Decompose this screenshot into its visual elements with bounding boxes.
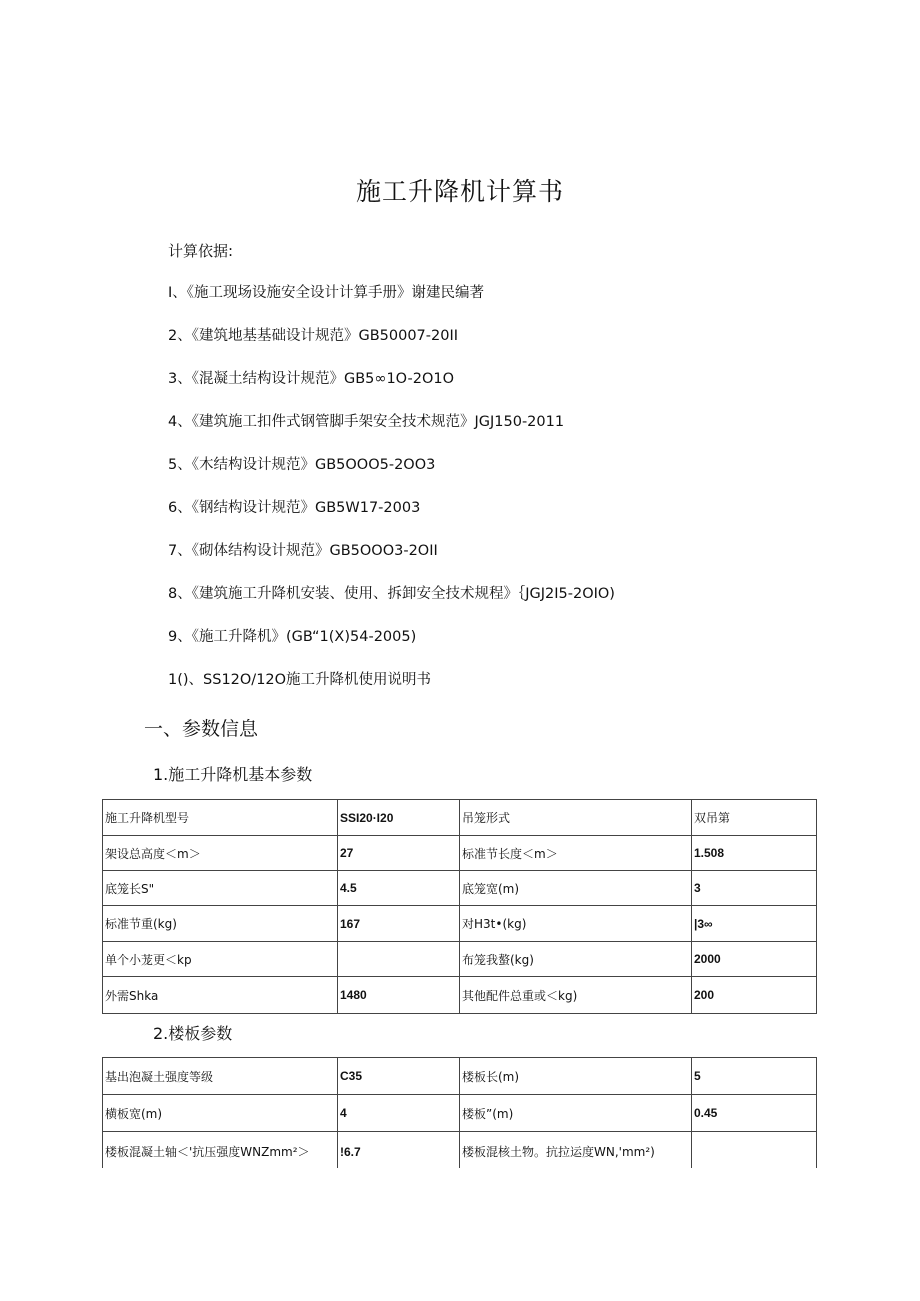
reference-item: 6、《钢结构设计规范》GB5W17-2003 (168, 500, 421, 516)
param-label: 底笼长S" (103, 871, 338, 906)
reference-list (168, 282, 615, 712)
reference-item: I、《施工现场设施安全设计计算手册》谢建民编著 (168, 285, 485, 301)
param-label: 施工升降机型号 (103, 800, 338, 836)
table-row (103, 1058, 817, 1095)
reference-item: 5、《木结构设计规范》GB5OOO5-2OO3 (168, 457, 436, 473)
param-label: 楼板”(m) (460, 1095, 692, 1132)
param-value: 200 (692, 977, 817, 1014)
table-row (103, 1132, 817, 1172)
param-label: 楼板混凝土轴＜'抗压强度WNZmm²＞ (103, 1132, 338, 1172)
subsection-title-floor-params: 2.楼板参数 (153, 1024, 233, 1043)
table-row (103, 942, 817, 977)
param-value: 5 (692, 1058, 817, 1095)
param-label: 标准节长度＜m＞ (460, 836, 692, 871)
basis-heading: 计算依据: (168, 242, 234, 260)
basic-params-table (102, 799, 817, 1014)
reference-item: 3、《混凝土结构设计规范》GB5∞1O-2O1O (168, 371, 455, 387)
table-row (103, 906, 817, 942)
param-value: 0.45 (692, 1095, 817, 1132)
param-value (692, 1132, 817, 1172)
param-value: C35 (338, 1058, 460, 1095)
table-row (103, 871, 817, 906)
param-label: 楼板长(m) (460, 1058, 692, 1095)
page-title: 施工升降机计算书 (355, 177, 564, 206)
param-label: 对H3t•(kg) (460, 906, 692, 942)
page-bottom-margin (0, 1168, 920, 1301)
reference-item: 9、《施工升降机》(GB“1(X)54-2005) (168, 629, 417, 645)
reference-item: 7、《砌体结构设计规范》GB5OOO3-2OII (168, 543, 438, 559)
param-label: 架设总高度＜m＞ (103, 836, 338, 871)
table-row (103, 1095, 817, 1132)
param-label: 楼板混核土物。抗拉运度WN,'mm²) (460, 1132, 692, 1172)
reference-item: 4、《建筑施工扣件式钢管脚手架安全技术规范》JGJ150-2011 (168, 414, 565, 430)
floor-params-table (102, 1057, 817, 1172)
param-value (338, 942, 460, 977)
param-label: 其他配件总重或＜kg) (460, 977, 692, 1014)
reference-item: 2、《建筑地基基础设计规范》GB50007-20II (168, 328, 459, 344)
param-label: 底笼宽(m) (460, 871, 692, 906)
reference-item: 8、《建筑施工升降机安装、使用、拆卸安全技术规程》｛JGJ2I5-2OIO) (168, 586, 615, 602)
param-label: 外需Shka (103, 977, 338, 1014)
param-label: 布笼我螯(kg) (460, 942, 692, 977)
param-value: !6.7 (338, 1132, 460, 1172)
param-value: 27 (338, 836, 460, 871)
param-value: |3∞ (692, 906, 817, 942)
param-value: SSI20·I20 (338, 800, 460, 836)
subsection-title-basic-params: 1.施工升降机基本参数 (153, 765, 313, 784)
param-label: 吊笼形式 (460, 800, 692, 836)
param-value: 4 (338, 1095, 460, 1132)
param-value: 2000 (692, 942, 817, 977)
param-value: 1.508 (692, 836, 817, 871)
param-value: 双吊第 (692, 800, 817, 836)
table-row (103, 836, 817, 871)
param-value: 1480 (338, 977, 460, 1014)
reference-item: 1()、SS12O/12O施工升降机使用说明书 (168, 672, 432, 688)
param-label: 标准节重(kg) (103, 906, 338, 942)
param-value: 4.5 (338, 871, 460, 906)
table-row (103, 977, 817, 1014)
param-value: 167 (338, 906, 460, 942)
param-label: 横板宽(m) (103, 1095, 338, 1132)
param-value: 3 (692, 871, 817, 906)
param-label: 基出泡凝土强度等级 (103, 1058, 338, 1095)
param-label: 单个小茏更＜kp (103, 942, 338, 977)
table-row (103, 800, 817, 836)
section-title: 一、参数信息 (144, 718, 259, 740)
